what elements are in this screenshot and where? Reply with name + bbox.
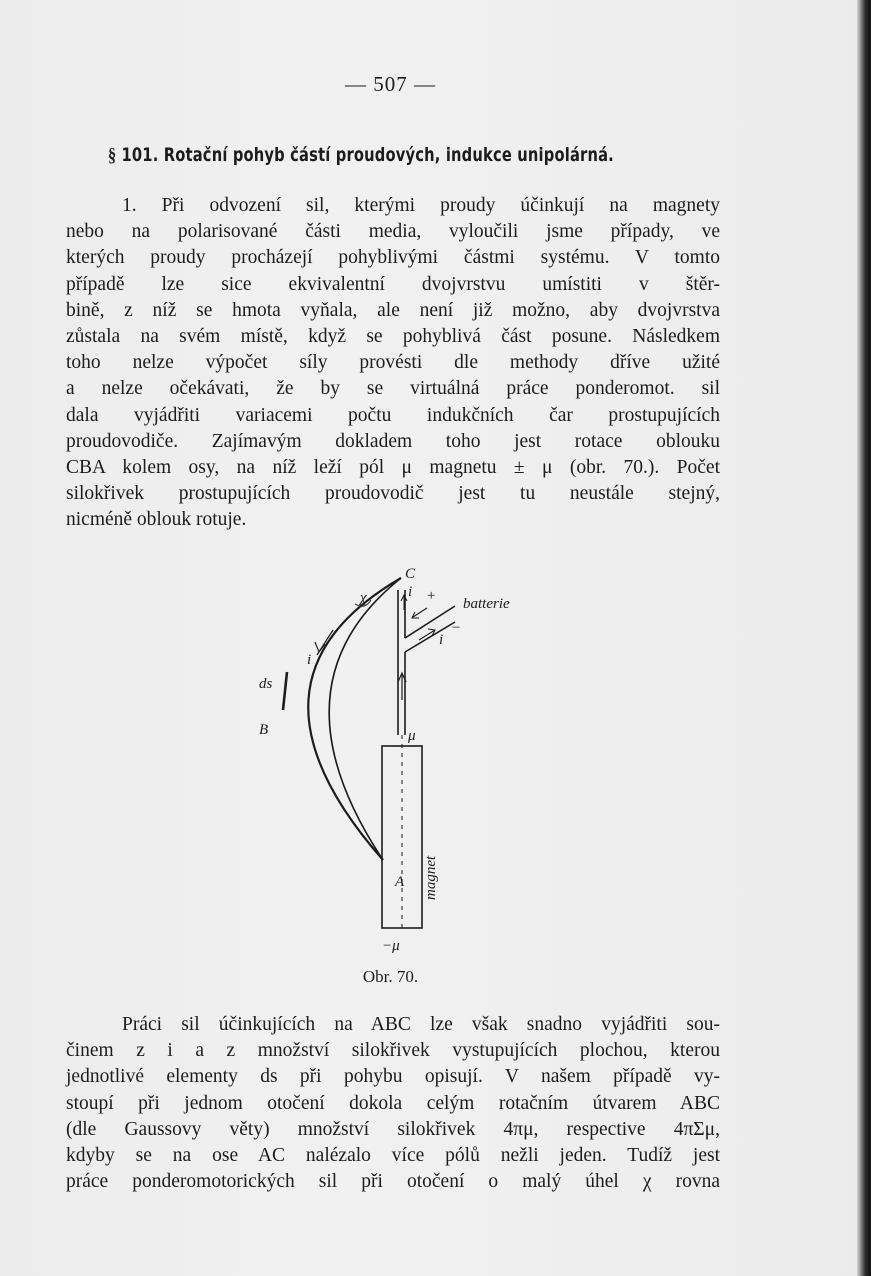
figure-70 [255,560,535,980]
label-i-arc: i [307,652,312,668]
section-title-text: 101. Rotační pohyb částí proudových, indukce unipolárná. [121,144,614,166]
text-line: jednotlivé elementy ds při pohybu opisují. V našem případě vy- [66,1066,720,1088]
label-i-right: i [439,632,444,648]
text-line: bině, z níž se hmota vyňala, ale není již možno, aby dvojvrstva [66,299,720,321]
figure-70-diagram [255,560,535,980]
text-line: proudovodiče. Zajímavým dokladem toho jest rotace oblouku [66,430,720,452]
page-edge-shadow [857,0,871,1276]
paragraph-1 [66,193,720,534]
text-line: činem z i a z množství silokřivek vystupujících plochou, kterou [66,1040,720,1062]
text-line: dala vyjádřiti variacemi počtu indukčních čar prostupujících [66,404,720,426]
arc-inner [329,578,401,860]
paragraph-2 [66,1012,720,1195]
label-magnet: magnet [423,855,439,900]
text-line: a nelze očekávati, že by se virtuálná práce ponderomot. sil [66,378,720,400]
section-heading [108,144,614,167]
label-mu-bottom: −μ [382,938,400,954]
text-line: práce ponderomotorických sil při otočení o malý úhel χ rovna [66,1171,720,1193]
label-mu-top: μ [408,728,416,744]
text-line: 1. Při odvození sil, kterými proudy účinkují na magnety [122,195,720,216]
text-line: silokřivek prostupujících proudovodič jest tu neustále stejný, [66,483,720,505]
label-i-top: i [408,584,413,600]
text-line: kterých proudy procházejí pohyblivými částmi systému. V tomto [66,247,720,269]
text-line: toho nelze výpočet síly provésti dle methody dříve užité [66,352,720,374]
text-line: CBA kolem osy, na níž leží pól μ magnetu ± μ (obr. 70.). Počet [66,457,720,479]
text-line: nebo na polarisované části media, vyloučili jsme případy, ve [66,221,720,243]
text-line: nicméně oblouk rotuje. [66,509,247,531]
text-line: zůstala na svém místě, když se pohyblivá část posune. Následkem [66,326,720,348]
label-ds: ds [259,676,273,692]
label-chi: χ [360,590,367,606]
ds-mark [283,672,287,710]
text-line: (dle Gaussovy věty) množství silokřivek 4πμ, respective 4πΣμ, [66,1118,720,1140]
page-number: — 507 — [345,72,436,96]
label-battery: batterie [463,596,510,612]
text-line: případě lze sice ekvivalentní dvojvrstvu umístiti v štěr- [66,273,720,295]
label-B: B [259,722,269,738]
arc-outer [308,578,401,860]
label-plus: + [426,588,437,604]
label-A: A [395,874,405,890]
section-sign: § [108,145,117,166]
text-line: kdyby se na ose AC nalézalo více pólů nežli jeden. Tudíž jest [66,1145,720,1167]
label-C: C [405,566,416,582]
figure-caption: Obr. 70. [362,967,419,986]
text-line: Práci sil účinkujících na ABC lze však snadno vyjádřiti sou- [122,1014,720,1035]
battery-lead-bottom [405,622,455,652]
text-line: stoupí při jednom otočení dokola celým rotačním útvarem ABC [66,1092,720,1114]
label-minus: − [451,620,462,636]
